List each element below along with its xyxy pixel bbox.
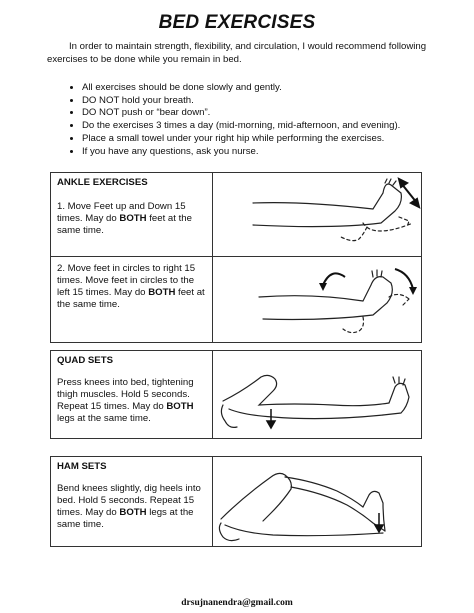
quad-sets-illustration: [213, 351, 421, 438]
ankle-ex2-text: 2. Move feet in circles to right 15 times. Move feet in circles to the left 15 times. May do: [57, 263, 196, 298]
intro-paragraph: [47, 40, 442, 66]
ankle-circles-illustration: [213, 257, 421, 342]
intro-text: In order to maintain strength, flexibility, and circulation, I would recommend following exercises to be done while you remain in bed.: [47, 41, 427, 65]
quad-sets-text: [51, 351, 213, 438]
ankle-exercises-table: [50, 172, 422, 343]
list-item: • DO NOT push or “bear down”.: [82, 107, 462, 120]
ankle-heading: ANKLE EXERCISES: [57, 177, 148, 188]
ankle-ex2-bold: BOTH: [148, 287, 176, 298]
ham-text: Bend knees slightly, dig heels into bed. Hold 5 seconds. Repeat 15 times. May do: [57, 483, 201, 518]
list-item: • Place a small towel under your right hip while performing the exercises.: [82, 133, 462, 146]
ham-heading: HAM SETS: [57, 461, 107, 472]
ankle-exercise-2-row: [51, 256, 421, 342]
contact-email: drsujnanendra@gmail.com: [181, 598, 293, 608]
ham-text-end: legs at the same time.: [57, 507, 194, 530]
ankle-exercise-2-text: [51, 257, 213, 342]
ham-sets-table: [50, 456, 422, 547]
ankle-ex1-bold: BOTH: [119, 213, 147, 224]
page-title: BED EXERCISES: [158, 12, 316, 33]
quad-bold: BOTH: [166, 401, 194, 412]
list-item: • If you have any questions, ask you nurse.: [82, 146, 462, 159]
list-item: • DO NOT hold your breath.: [82, 95, 462, 108]
ankle-flex-illustration: [213, 173, 421, 256]
quad-sets-drawing: [213, 351, 421, 437]
ham-sets-drawing: [213, 457, 421, 545]
quad-sets-row: [51, 351, 421, 438]
quad-text: Press knees into bed, tightening thigh muscles. Hold 5 seconds. Repeat 15 times. May do: [57, 377, 194, 412]
quad-heading: QUAD SETS: [57, 355, 113, 366]
ankle-updown-drawing: [213, 173, 421, 255]
list-item: • All exercises should be done slowly and gently.: [82, 82, 462, 95]
quad-text-end: legs at the same time.: [57, 413, 151, 424]
ankle-ex1-text: 1. Move Feet up and Down 15 times. May do: [57, 201, 186, 224]
ankle-ex2-text-end: feet at the same time.: [57, 287, 205, 310]
instructions-list: [64, 82, 462, 158]
ankle-exercise-1-text: [51, 173, 213, 256]
list-item: • Do the exercises 3 times a day (mid-morning, mid-afternoon, and evening).: [82, 120, 462, 133]
ham-bold: BOTH: [119, 507, 147, 518]
ankle-ex1-text-end: feet at the same time.: [57, 213, 192, 236]
ham-sets-illustration: [213, 457, 421, 546]
ham-sets-row: [51, 457, 421, 546]
ankle-circles-drawing: [213, 257, 421, 341]
quad-sets-table: [50, 350, 422, 439]
ankle-exercise-1-row: [51, 173, 421, 256]
ham-sets-text: [51, 457, 213, 546]
